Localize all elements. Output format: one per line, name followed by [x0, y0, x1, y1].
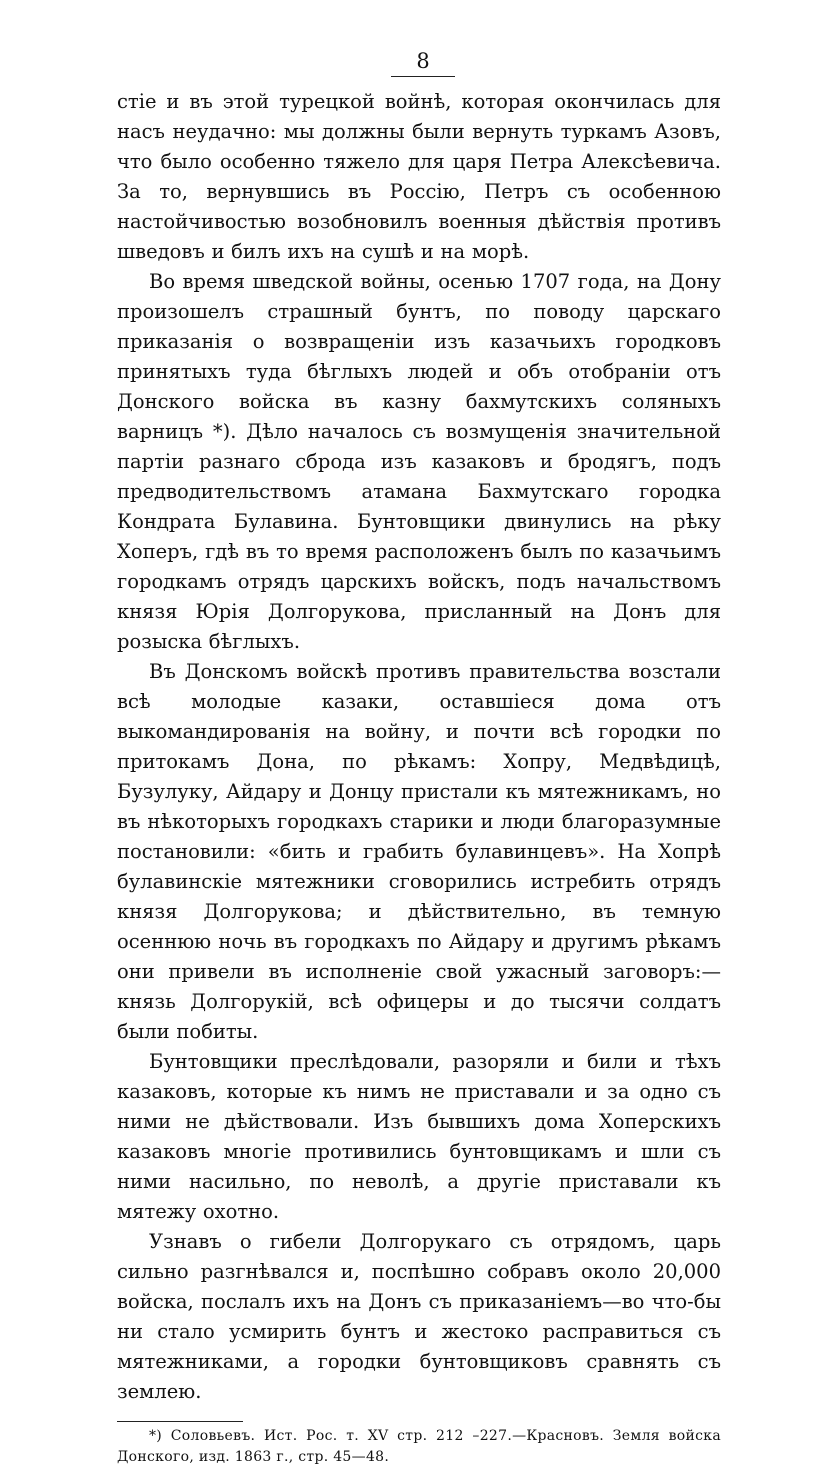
footnote: *) Соловьевъ. Ист. Рос. т. XV стр. 212 –227.—Красновъ. Земля войска Донского, изд. 1863 г., стр. 45—48. — [117, 1428, 721, 1465]
paragraph-3: Въ Донскомъ войскѣ противъ правительства возстали всѣ молодые казаки, оставшіеся дома отъ выкомандированія на войну, и почти всѣ городки по притокамъ Дона, по рѣкамъ: Хопру, Медвѣдицѣ, Бузулуку, Айдару и Донцу пристали къ мятежникамъ, но въ нѣкоторыхъ городкахъ старики и люди благоразумные постановили: «бить и грабить булавинцевъ». На Хопрѣ булавинскіе мятежники сговорились истребить отрядъ князя Долгорукова; и дѣйствительно, въ темную осеннюю ночь въ городкахъ по Айдару и другимъ рѣкамъ они привели въ исполненіе свой ужасный заговоръ:— князь Долгорукій, всѣ офицеры и до тысячи солдатъ были побиты. — [117, 660, 721, 1043]
header-rule — [391, 76, 455, 77]
paragraph-5: Узнавъ о гибели Долгорукаго съ отрядомъ, царь сильно разгнѣвался и, поспѣшно собравъ около 20,000 войска, послалъ ихъ на Донъ съ приказаніемъ—во что-бы ни стало усмирить бунтъ и жестоко расправиться съ мятежниками, а городки бунтовщиковъ сравнять съ землею. — [117, 1230, 721, 1403]
paragraph-2: Во время шведской войны, осенью 1707 года, на Дону произошелъ страшный бунтъ, по поводу царскаго приказанія о возвращеніи изъ казачьихъ городковъ принятыхъ туда бѣглыхъ людей и объ отобраніи отъ Донского войска въ казну бахмутскихъ соляныхъ варницъ *). Дѣло началось съ возмущенія значительной партіи разнаго сброда изъ казаковъ и бродягъ, подъ предводительствомъ атамана Бахмутскаго городка Кондрата Булавина. Бунтовщики двинулись на рѣку Хоперъ, гдѣ въ то время расположенъ былъ по казачьимъ городкамъ отрядъ царскихъ войскъ, подъ начальствомъ князя Юрія Долгорукова, присланный на Донъ для розыска бѣглыхъ. — [117, 270, 721, 653]
footnote-rule — [117, 1421, 243, 1422]
paragraph-1: стіе и въ этой турецкой войнѣ, которая окончилась для насъ неудачно: мы должны были вернуть туркамъ Азовъ, что было особенно тяжело для царя Петра Алексѣевича. За то, вернувшись въ Россію, Петръ съ особенною настойчивостью возобновилъ военныя дѣйствія противъ шведовъ и билъ ихъ на сушѣ и на морѣ. — [117, 90, 721, 263]
book-page — [117, 48, 721, 1468]
paragraph-4: Бунтовщики преслѣдовали, разоряли и били и тѣхъ казаковъ, которые къ нимъ не приставали и за одно съ ними не дѣйствовали. Изъ бывшихъ дома Хоперскихъ казаковъ многіе противились бунтовщикамъ и шли съ ними насильно, по неволѣ, а другіе приставали къ мятежу охотно. — [117, 1050, 721, 1223]
page-number: 8 — [416, 49, 430, 73]
